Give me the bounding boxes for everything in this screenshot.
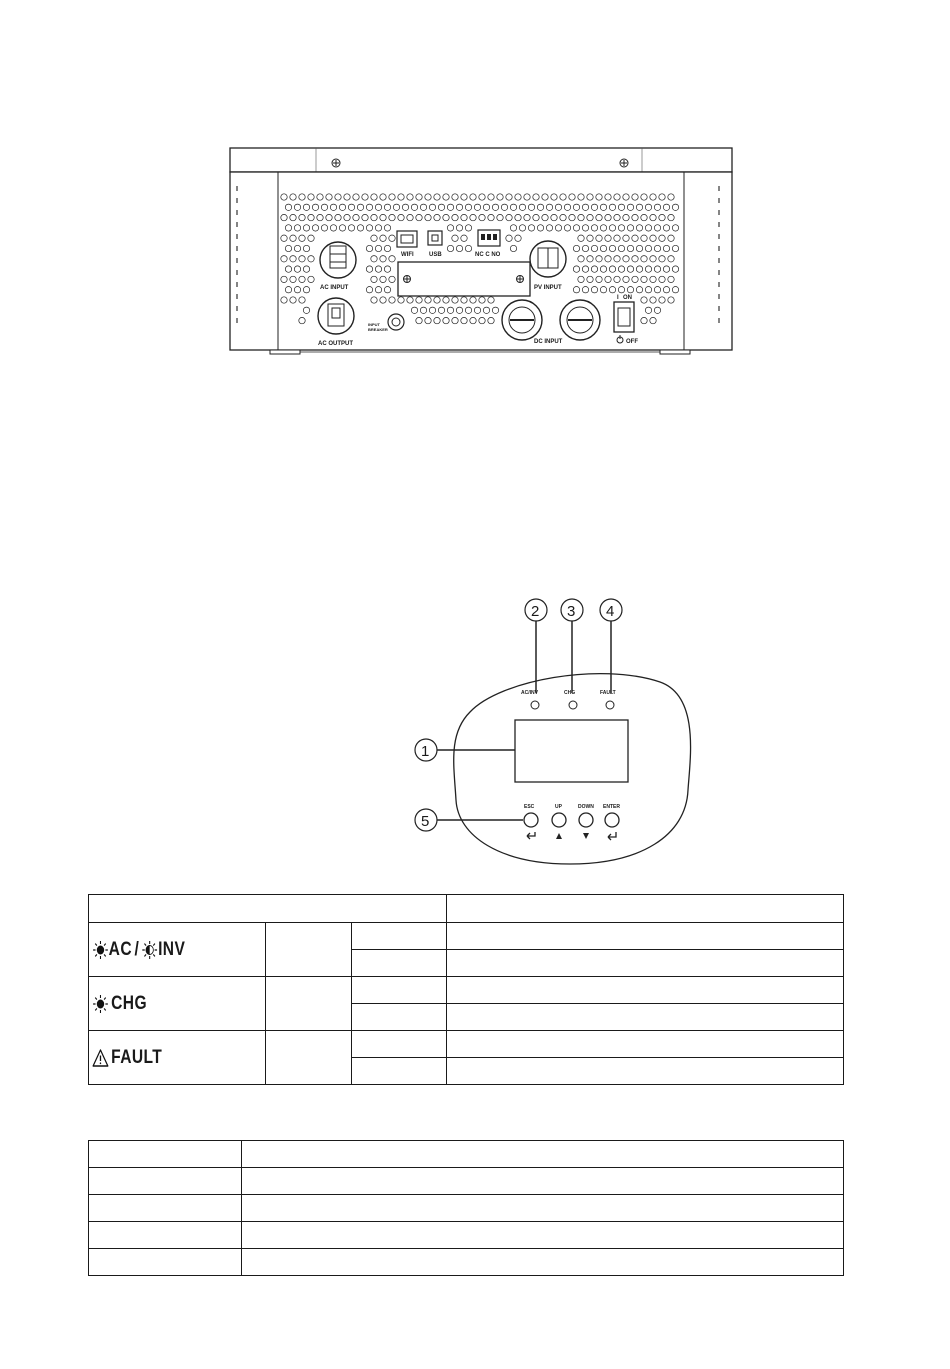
led-chg-text: CHG [111,992,148,1014]
table-row [89,923,844,950]
relay-label: NC C NO [475,252,501,258]
svg-text:2: 2 [531,603,540,620]
wifi-label: WIFI [401,252,414,258]
button-label-esc: ESC [524,804,535,810]
dc-input-label: DC INPUT [534,339,563,345]
led-indicator-table [88,894,844,1085]
led-label-chg: CHG [564,690,576,696]
table-header-row [89,895,844,923]
table-row [89,1222,844,1249]
enter-button[interactable] [605,813,619,827]
up-button[interactable] [552,813,566,827]
svg-text:5: 5 [421,813,430,830]
led-separator: / [134,938,140,960]
breaker-label-1: INPUT [368,322,380,327]
button-function-table [88,1140,844,1276]
table-row [89,1168,844,1195]
led-ac-text: AC [108,938,133,960]
table-row [89,1031,844,1058]
warning-icon [92,1048,108,1068]
down-button[interactable] [579,813,593,827]
led-label-chg [89,993,233,1015]
breaker-label-2: BREAKER [368,327,388,332]
svg-text:4: 4 [606,603,615,620]
usb-label: USB [429,252,442,258]
ac-input-label: AC INPUT [320,285,349,291]
led-label-fault [89,1047,233,1069]
led-fault [606,701,614,709]
led-on-icon [92,940,108,960]
button-label-down: DOWN [578,804,594,810]
table-row [89,977,844,1004]
svg-text:3: 3 [567,603,576,620]
lcd-display [515,720,628,782]
led-label-ac-inv: AC/INV [521,690,538,696]
svg-text:1: 1 [421,743,430,760]
led-label-fault: FAULT [600,690,616,696]
table-header-row [89,1141,844,1168]
led-chg [569,701,577,709]
led-on-icon [92,994,108,1014]
led-fault-text: FAULT [111,1046,163,1068]
led-flash-icon [142,940,158,960]
table-row [89,1249,844,1276]
esc-button[interactable] [524,813,538,827]
switch-on-symbol: I [617,295,619,301]
switch-off-label: OFF [626,339,638,345]
button-label-up: UP [555,804,562,810]
led-ac-inv [531,701,539,709]
button-label-enter: ENTER [603,804,620,810]
pv-input-label: PV INPUT [534,285,562,291]
led-inv-text: INV [158,938,186,960]
switch-on-label: ON [623,295,632,301]
ac-output-label: AC OUTPUT [318,341,353,347]
table-row [89,1195,844,1222]
led-label-ac-inv [89,939,233,961]
